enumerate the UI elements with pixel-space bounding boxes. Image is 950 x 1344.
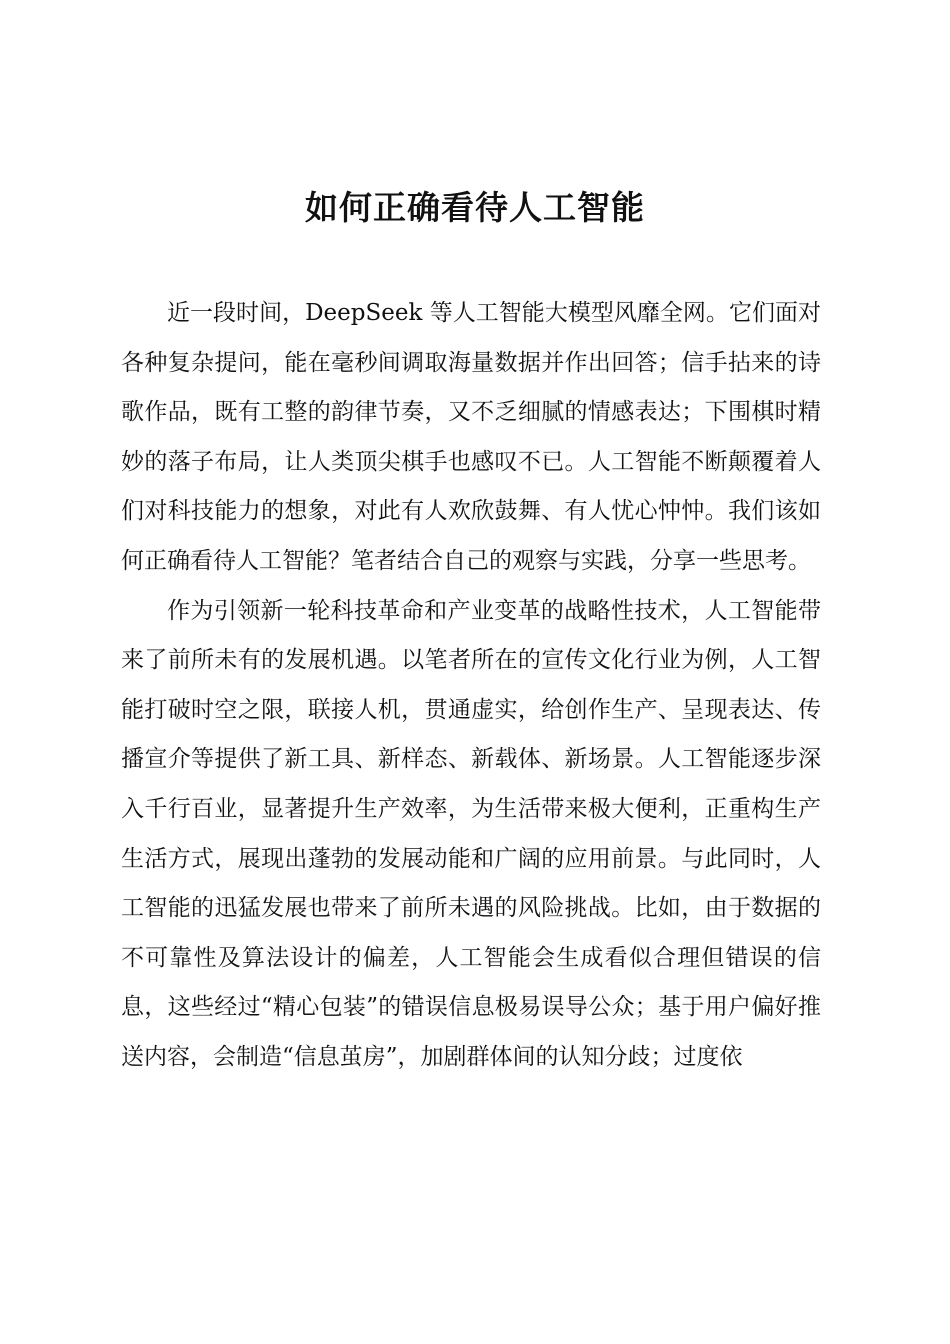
paragraph-2: 作为引领新一轮科技革命和产业变革的战略性技术，人工智能带来了前所未有的发展机遇。以笔者所在的宣传文化行业为例，人工智能打破时空之限，联接人机，贯通虚实，给创作生产、呈现表达、传播宣介等提供了新工具、新样态、新载体、新场景。人工智能逐步深入千行百业，显著提升生产效率，为生活带来极大便利，正重构生产生活方式，展现出蓬勃的发展动能和广阔的应用前景。与此同时，人工智能的迅猛发展也带来了前所未遇的风险挑战。比如，由于数据的不可靠性及算法设计的偏差，人工智能会生成看似合理但错误的信息，这些经过“精心包装”的错误信息极易误导公众；基于用户偏好推送内容，会制造“信息茧房”，加剧群体间的认知分歧；过度依 <box>121 597 821 1070</box>
paragraph-1: 近一段时间，DeepSeek 等人工智能大模型风靡全网。它们面对各种复杂提问，能在毫秒间调取海量数据并作出回答；信手拈来的诗歌作品，既有工整的韵律节奏，又不乏细腻的情感表达；下围棋时精妙的落子布局，让人类顶尖棋手也感叹不已。人工智能不断颠覆着人们对科技能力的想象，对此有人欢欣鼓舞、有人忧心忡忡。我们该如何正确看待人工智能？笔者结合自己的观察与实践，分享一些思考。 <box>121 300 821 574</box>
article-title: 如何正确看待人工智能 <box>305 188 645 227</box>
article-body <box>121 289 821 1083</box>
